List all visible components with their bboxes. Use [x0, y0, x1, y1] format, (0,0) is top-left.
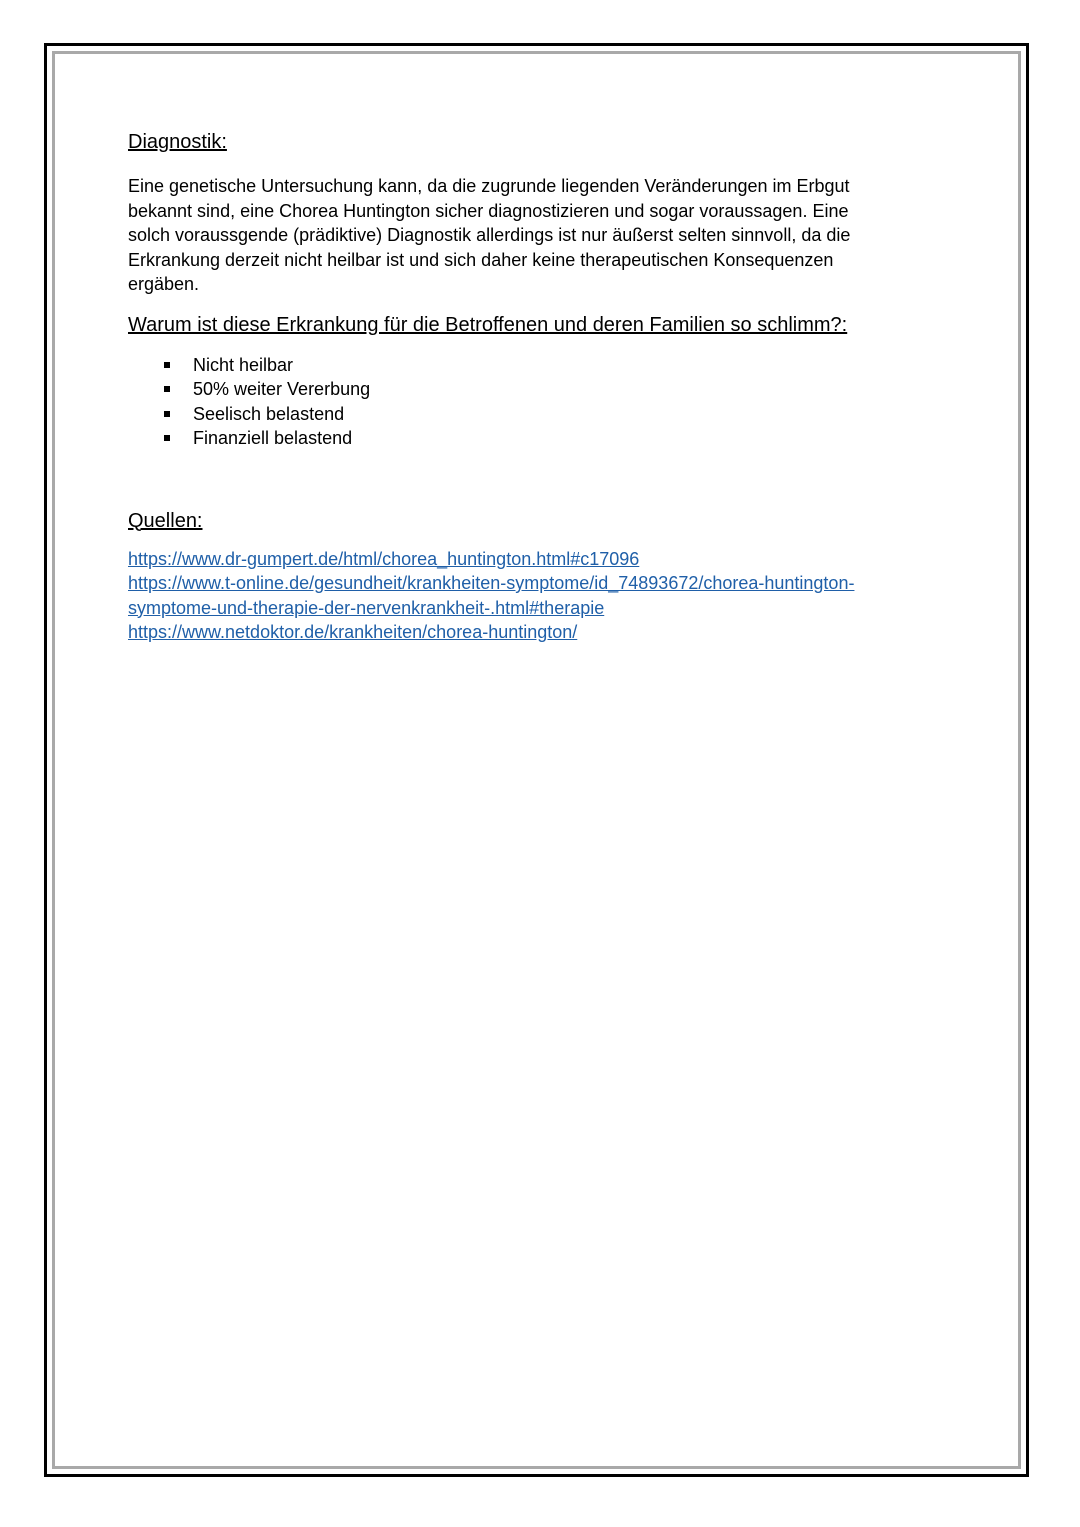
- sources-list: [128, 547, 948, 645]
- list-item: [158, 402, 948, 427]
- reasons-list: [128, 353, 948, 451]
- paragraph-line: ergäben.: [128, 274, 200, 294]
- source-link-t-online[interactable]: https://www.t-online.de/gesundheit/krankheiten-symptome/id_74893672/chorea-huntington-: [128, 573, 855, 593]
- heading-diagnostik: Diagnostik:: [128, 131, 227, 153]
- paragraph-line: Eine genetische Untersuchung kann, da die zugrunde liegenden Veränderungen im Erbgut: [128, 176, 850, 196]
- paragraph-line: Erkrankung derzeit nicht heilbar ist und sich daher keine therapeutischen Konsequenzen: [128, 249, 834, 270]
- square-bullet-icon: [164, 411, 170, 417]
- square-bullet-icon: [164, 362, 170, 368]
- heading-warum: Warum ist diese Erkrankung für die Betroffenen und deren Familien so schlimm?:: [128, 313, 848, 336]
- list-item: [158, 426, 948, 451]
- source-link-t-online-continued[interactable]: symptome-und-therapie-der-nervenkrankheit-.html#therapie: [128, 597, 605, 618]
- source-link-dr-gumpert[interactable]: https://www.dr-gumpert.de/html/chorea_huntington.html#c17096: [128, 548, 640, 569]
- list-item-text: 50% weiter Vererbung: [193, 379, 371, 399]
- list-item-text: Nicht heilbar: [193, 354, 294, 375]
- paragraph-line: bekannt sind, eine Chorea Huntington sicher diagnostizieren und sogar voraussagen. Eine: [128, 200, 849, 221]
- list-item: [158, 353, 948, 378]
- paragraph-line: solch voraussgende (prädiktive) Diagnostik allerdings ist nur äußerst selten sinnvoll, da die: [128, 225, 851, 245]
- square-bullet-icon: [164, 386, 170, 392]
- list-item-text: Seelisch belastend: [193, 403, 345, 424]
- paragraph-diagnostik: [128, 174, 948, 297]
- square-bullet-icon: [164, 435, 170, 441]
- list-item: [158, 377, 948, 402]
- document-content: [128, 128, 948, 645]
- source-link-netdoktor[interactable]: https://www.netdoktor.de/krankheiten/chorea-huntington/: [128, 622, 578, 642]
- heading-quellen: Quellen:: [128, 509, 203, 532]
- list-item-text: Finanziell belastend: [193, 428, 353, 448]
